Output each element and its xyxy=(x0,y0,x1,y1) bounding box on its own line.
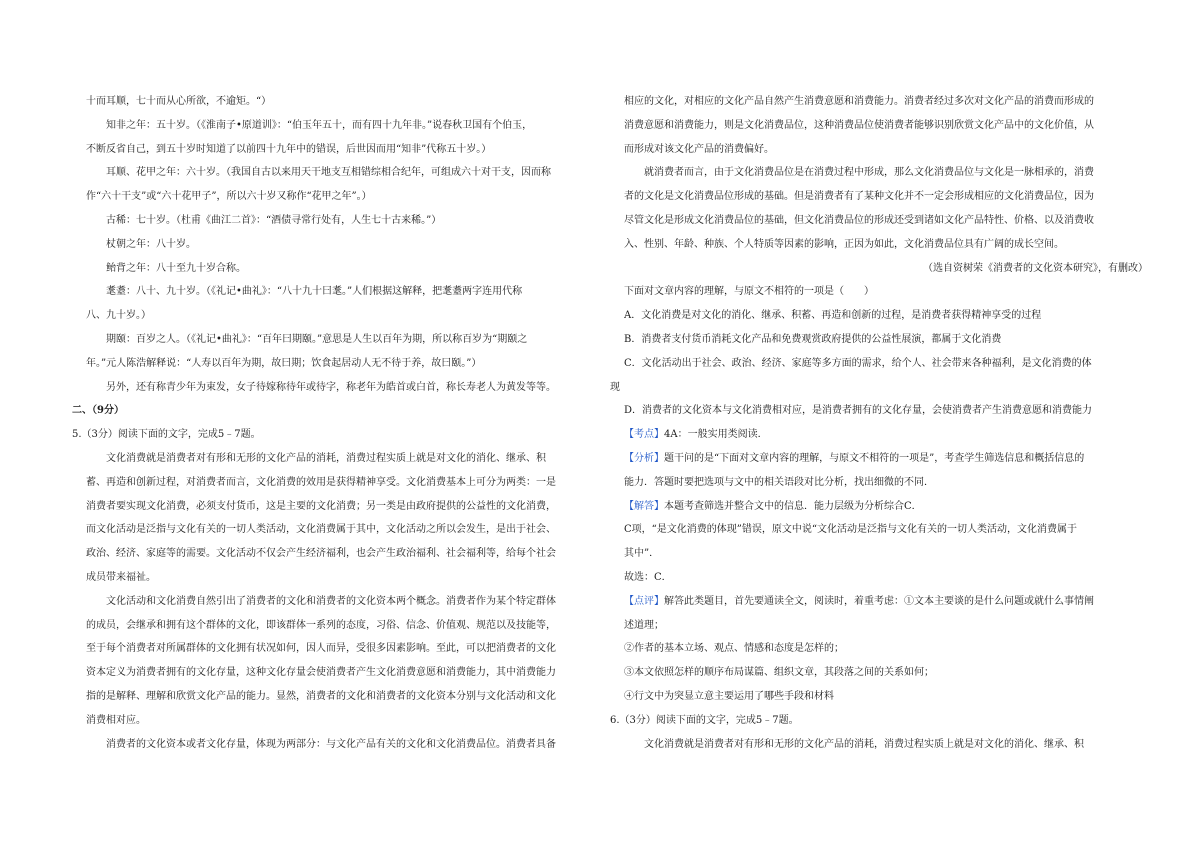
text-line: 作“六十干支”或“六十花甲子”，所以六十岁又称作“花甲之年”。） xyxy=(86,191,372,203)
section-heading: 二、（9分） xyxy=(72,405,124,417)
source-citation: （选自资树荣《消费者的文化资本研究》，有删改） xyxy=(923,262,1148,274)
dianping-line xyxy=(624,590,1152,614)
left-column xyxy=(72,90,614,756)
dianping-text: 解答此类题目，首先要通读全文，阅读时，着重考虑：①文本主要谈的是什么问题或就什么事情阐 xyxy=(664,595,1094,607)
text-line: 耳顺、花甲之年：六十岁。（我国自古以来用天干地支互相错综相合纪年，可组成六十对干支，因而称 xyxy=(106,167,551,179)
text-line: 而文化活动是泛指与文化有关的一切人类活动，文化消费属于其中，文化活动之所以会发生，是出于社会、 xyxy=(86,524,556,536)
text-line: 者的文化是文化消费品位形成的基础。但是消费者有了某种文化并不一定会形成相应的文化消费品位，因为 xyxy=(624,191,1094,203)
text-line: 另外，还有称青少年为束发，女子待嫁称待年或待字，称老年为皓首或白首，称长寿老人为黄发等等。 xyxy=(106,381,556,393)
jieda-line xyxy=(624,495,1152,519)
text-line: 的成员，会继承和拥有这个群体的文化，即该群体一系列的态度，习俗、信念、价值观、规范以及技能等， xyxy=(86,619,556,631)
fenxi-tag: 【分析】 xyxy=(624,452,664,464)
option-d: D．消费者的文化资本与文化消费相对应，是消费者拥有的文化存量，会使消费者产生消费意愿和消费能力 xyxy=(624,405,1093,417)
question-stem: 下面对文章内容的理解，与原文不相符的一项是（ ） xyxy=(624,286,874,298)
text-line: 述道理； xyxy=(624,619,664,631)
option-a: A．文化消费是对文化的消化、继承、积蓄、再造和创新的过程，是消费者获得精神享受的过程 xyxy=(624,310,1042,322)
text-line: 政治、经济、家庭等的需要。文化活动不仅会产生经济福利，也会产生政治福利、社会福利等，给每个社会 xyxy=(86,548,556,560)
text-line: 十而耳顺，七十而从心所欲，不逾矩。“） xyxy=(86,96,272,107)
text-line: 期颐：百岁之人。（《礼记•曲礼》：“百年曰期颐。”意思是人生以百年为期，所以称百岁为“期颐之 xyxy=(106,333,528,345)
text-line: 鲐背之年：八十至九十岁合称。 xyxy=(106,262,246,274)
text-line: 指的是解释、理解和欣赏文化产品的能力。显然，消费者的文化和消费者的文化资本分别与文化活动和文化 xyxy=(86,690,556,702)
dianping-tag: 【点评】 xyxy=(624,595,664,607)
text-line: 就消费者而言，由于文化消费品位是在消费过程中形成，那么文化消费品位与文化是一脉相承的，消费 xyxy=(644,167,1094,179)
text-line: 能力．答题时要把选项与文中的相关语段对比分析，找出细微的不同． xyxy=(624,476,934,488)
text-line: 相应的文化，对相应的文化产品自然产生消费意愿和消费能力。消费者经过多次对文化产品的消费而形成的 xyxy=(624,96,1094,107)
text-line: 文化活动和文化消费自然引出了消费者的文化和消费者的文化资本两个概念。消费者作为某个特定群体 xyxy=(106,595,556,607)
question-heading: 5.（3分）阅读下面的文字，完成5﹣7题。 xyxy=(72,429,261,441)
text-line: 消费者要实现文化消费，必须支付货币，这是主要的文化消费；另一类是由政府提供的公益性的文化消费， xyxy=(86,500,556,512)
jieda-text: 本题考查筛选并整合文中的信息．能力层级为分析综合C． xyxy=(664,500,922,512)
text-line: 消费相对应。 xyxy=(86,714,146,726)
kaodian-tag: 【考点】 xyxy=(624,429,664,441)
kaodian-line xyxy=(624,423,1152,447)
text-line: 资本定义为消费者拥有的文化存量，这种文化存量会使消费者产生文化消费意愿和消费能力，其中消费能力 xyxy=(86,667,556,679)
text-line: 知非之年：五十岁。（《淮南子•原道训》：“伯玉年五十，而有四十九年非。”说春秋卫国有个伯玉， xyxy=(106,119,533,131)
text-line: 尽管文化是形成文化消费品位的基础，但文化消费品位的形成还受到诸如文化产品特性、价格、以及消费收 xyxy=(624,214,1094,226)
fenxi-text: 题干问的是“下面对文章内容的理解，与原文不相符的一项是”，考查学生筛选信息和概括信息的 xyxy=(664,452,1085,464)
text-line: 耄耋：八十、九十岁。（《礼记•曲礼》：“八十九十曰耄。”人们根据这解释，把耄耋两字连用代称 xyxy=(106,286,523,298)
text-line: 杖朝之年：八十岁。 xyxy=(106,238,196,250)
text-line: 八、九十岁。） xyxy=(86,310,151,322)
text-line: 消费者的文化资本或者文化存量，体现为两部分：与文化产品有关的文化和文化消费品位。消费者具备 xyxy=(106,738,556,750)
text-line: ④行文中为突显立意主要运用了哪些手段和材料 xyxy=(624,690,834,702)
kaodian-text: 4A：一般实用类阅读． xyxy=(664,429,768,441)
text-line: 文化消费就是消费者对有形和无形的文化产品的消耗，消费过程实质上就是对文化的消化、继承、积 xyxy=(644,738,1084,750)
jieda-tag: 【解答】 xyxy=(624,500,664,512)
text-line: 至于每个消费者对所属群体的文化拥有状况如何，因人而异，受很多因素影响。至此，可以把消费者的文化 xyxy=(86,643,556,655)
text-line: 古稀：七十岁。（杜甫《曲江二首》：“酒债寻常行处有，人生七十古来稀。”） xyxy=(106,214,442,226)
answer-line: 故选：C． xyxy=(624,571,672,583)
text-line: 而形成对该文化产品的消费偏好。 xyxy=(624,143,774,155)
text-line: 不断反省自己，到五十岁时知道了以前四十九年中的错误，后世因而用“知非”代称五十岁。） xyxy=(86,143,492,155)
option-b: B．消费者支付货币消耗文化产品和免费观赏政府提供的公益性展演，都属于文化消费 xyxy=(624,333,1002,345)
text-line: 文化消费就是消费者对有形和无形的文化产品的消耗，消费过程实质上就是对文化的消化、继承、积 xyxy=(106,452,546,464)
right-column xyxy=(610,90,1152,756)
text-line: 成员带来福祉。 xyxy=(86,571,156,583)
text-line: 蓄、再造和创新过程，对消费者而言，文化消费的效用是获得精神享受。文化消费基本上可分为两类：一是 xyxy=(86,476,556,488)
option-c-continued: 现 xyxy=(610,381,620,393)
text-line: 入、性别、年龄、种族、个人特质等因素的影响，正因为如此，文化消费品位具有广阔的成长空间。 xyxy=(624,238,1064,250)
text-line: ③本文依照怎样的顺序布局谋篇、组织文章，其段落之间的关系如何； xyxy=(624,667,934,679)
fenxi-line xyxy=(624,447,1152,471)
text-line: 其中”． xyxy=(624,548,660,560)
text-line: ②作者的基本立场、观点、情感和态度是怎样的； xyxy=(624,643,844,655)
text-line: C项，“是文化消费的体现”错误，原文中说“文化活动是泛指与文化有关的一切人类活动，文化消费属于 xyxy=(624,524,1077,536)
question-heading: 6.（3分）阅读下面的文字，完成5﹣7题。 xyxy=(610,714,799,726)
option-c: C．文化活动出于社会、政治、经济、家庭等多方面的需求，给个人、社会带来各种福利，是文化消费的体 xyxy=(624,357,1092,369)
text-line: 年。”元人陈浩解释说：“人寿以百年为期，故曰期；饮食起居动人无不待于养，故曰颐。”） xyxy=(86,357,482,369)
text-line: 消费意愿和消费能力，则是文化消费品位，这种消费品位使消费者能够识别欣赏文化产品中的文化价值，从 xyxy=(624,119,1094,131)
